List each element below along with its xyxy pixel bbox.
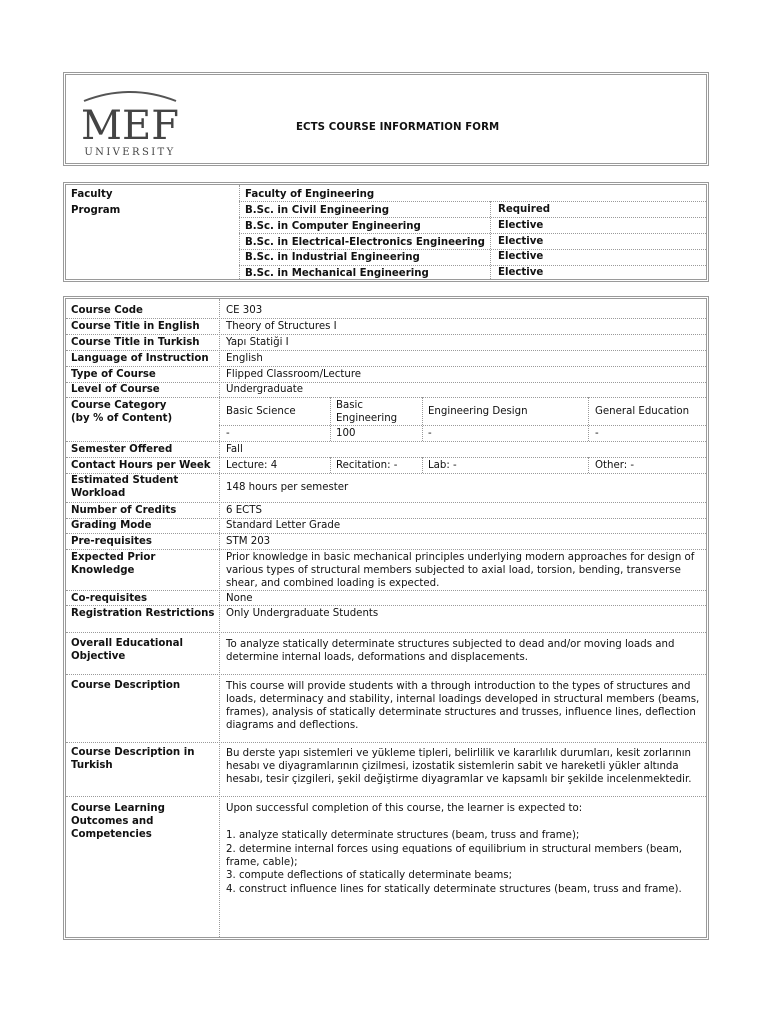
program-name: B.Sc. in Industrial Engineering bbox=[245, 252, 420, 263]
program-status: Elective bbox=[498, 251, 544, 262]
program-status: Elective bbox=[498, 220, 544, 231]
expected-knowledge-value: Prior knowledge in basic mechanical principles underlying modern approaches for design of various types of structural members subjected to axial load, torsion, bending, transverse shear, and combined loading is expected. bbox=[226, 552, 695, 589]
category-value: - bbox=[428, 428, 432, 439]
course-code-label: Course Code bbox=[71, 305, 143, 316]
faculty-label: Faculty bbox=[71, 189, 113, 200]
outcomes-label: Course Learning bbox=[71, 803, 165, 814]
logo-text: MEF bbox=[81, 103, 179, 149]
expected-knowledge-label: Expected Prior bbox=[71, 552, 156, 563]
category-name: Engineering Design bbox=[428, 406, 528, 417]
registration-restrictions-label: Registration Restrictions bbox=[71, 608, 215, 619]
language-label: Language of Instruction bbox=[71, 353, 209, 364]
category-value: - bbox=[595, 428, 599, 439]
credits-label: Number of Credits bbox=[71, 505, 177, 516]
category-name: Basic Science bbox=[226, 406, 296, 417]
logo-subtext: UNIVERSITY bbox=[84, 147, 176, 158]
course-description-label: Course Description bbox=[71, 680, 181, 691]
program-block bbox=[63, 182, 709, 282]
course-description-value: This course will provide students with a through introduction to the types of structures and loads, determinacy and stability, internal loadings developed in structural members (beams, frames), analysis of statically determinate structures and trusses, influence lines, deflection diagrams and deflections. bbox=[226, 681, 700, 731]
form-header bbox=[63, 72, 709, 166]
course-title-en-label: Course Title in English bbox=[71, 321, 200, 332]
category-sublabel: (by % of Content) bbox=[71, 413, 173, 424]
outcome-item: 4. construct influence lines for statically determinate structures (beam, truss and frame). bbox=[226, 884, 682, 895]
outcome-item: 2. determine internal forces using equations of equilibrium in structural members (beam, frame, cable); bbox=[226, 844, 683, 868]
outcome-item: 1. analyze statically determinate structures (beam, truss and frame); bbox=[226, 830, 580, 841]
outcomes-intro: Upon successful completion of this course, the learner is expected to: bbox=[226, 803, 583, 814]
prerequisites-label: Pre-requisites bbox=[71, 536, 152, 547]
program-status: Elective bbox=[498, 236, 544, 247]
workload-sublabel: Workload bbox=[71, 488, 126, 499]
program-label: Program bbox=[71, 205, 121, 216]
grading-label: Grading Mode bbox=[71, 520, 152, 531]
contact-lab: Lab: - bbox=[428, 460, 457, 471]
corequisites-value: None bbox=[226, 593, 253, 604]
category-value: - bbox=[226, 428, 230, 439]
faculty-value: Faculty of Engineering bbox=[245, 189, 375, 200]
course-type-value: Flipped Classroom/Lecture bbox=[226, 369, 362, 380]
course-code-value: CE 303 bbox=[226, 305, 263, 316]
outcomes-label: Competencies bbox=[71, 829, 152, 840]
objective-value: To analyze statically determinate structures subjected to dead and/or moving loads and determine internal loads, deformations and displacements. bbox=[226, 639, 675, 663]
category-name: General Education bbox=[595, 406, 690, 417]
form-title: ECTS COURSE INFORMATION FORM bbox=[296, 122, 500, 133]
workload-label: Estimated Student bbox=[71, 475, 179, 486]
category-value: 100 bbox=[336, 428, 356, 439]
prerequisites-value: STM 203 bbox=[226, 536, 271, 547]
program-name: B.Sc. in Civil Engineering bbox=[245, 205, 389, 216]
course-details-block bbox=[63, 296, 709, 940]
grading-value: Standard Letter Grade bbox=[226, 520, 341, 531]
objective-sublabel: Objective bbox=[71, 651, 126, 662]
registration-restrictions-value: Only Undergraduate Students bbox=[226, 608, 379, 619]
contact-other: Other: - bbox=[595, 460, 635, 471]
semester-value: Fall bbox=[226, 444, 243, 455]
contact-lecture: Lecture: 4 bbox=[226, 460, 278, 471]
course-title-tr-label: Course Title in Turkish bbox=[71, 337, 200, 348]
course-title-tr-value: Yapı Statiği I bbox=[226, 337, 289, 348]
course-type-label: Type of Course bbox=[71, 369, 156, 380]
corequisites-label: Co-requisites bbox=[71, 593, 148, 604]
program-name: B.Sc. in Electrical-Electronics Engineering bbox=[245, 237, 485, 248]
program-status: Required bbox=[498, 204, 551, 215]
course-level-value: Undergraduate bbox=[226, 384, 303, 395]
category-name: Basic Engineering bbox=[336, 400, 398, 424]
course-description-tr-label: Course Description in bbox=[71, 747, 195, 758]
course-level-label: Level of Course bbox=[71, 384, 160, 395]
course-description-tr-sublabel: Turkish bbox=[71, 760, 113, 771]
program-name: B.Sc. in Computer Engineering bbox=[245, 221, 421, 232]
contact-hours-label: Contact Hours per Week bbox=[71, 460, 211, 471]
outcome-item: 3. compute deflections of statically determinate beams; bbox=[226, 870, 513, 881]
course-title-en-value: Theory of Structures I bbox=[226, 321, 337, 332]
program-status: Elective bbox=[498, 267, 544, 278]
workload-value: 148 hours per semester bbox=[226, 482, 349, 493]
credits-value: 6 ECTS bbox=[226, 505, 262, 516]
contact-recitation: Recitation: - bbox=[336, 460, 398, 471]
university-logo bbox=[80, 87, 180, 159]
expected-knowledge-sublabel: Knowledge bbox=[71, 565, 135, 576]
semester-label: Semester Offered bbox=[71, 444, 173, 455]
objective-label: Overall Educational bbox=[71, 638, 184, 649]
outcomes-label: Outcomes and bbox=[71, 816, 154, 827]
course-description-tr-value: Bu derste yapı sistemleri ve yükleme tipleri, belirlilik ve kararlılık durumları, kesit zorlarının hesabı ve diyagramlarının çizilmesi, izostatik sistemlerin sabit ve hareketli yükler altında hesabı, tesir çizgileri, şekil değiştirme diyagramlar ve kapsamlı bir şekilde incelenmektedir. bbox=[226, 748, 692, 785]
language-value: English bbox=[226, 353, 263, 364]
program-name: B.Sc. in Mechanical Engineering bbox=[245, 268, 429, 279]
category-label: Course Category bbox=[71, 400, 167, 411]
